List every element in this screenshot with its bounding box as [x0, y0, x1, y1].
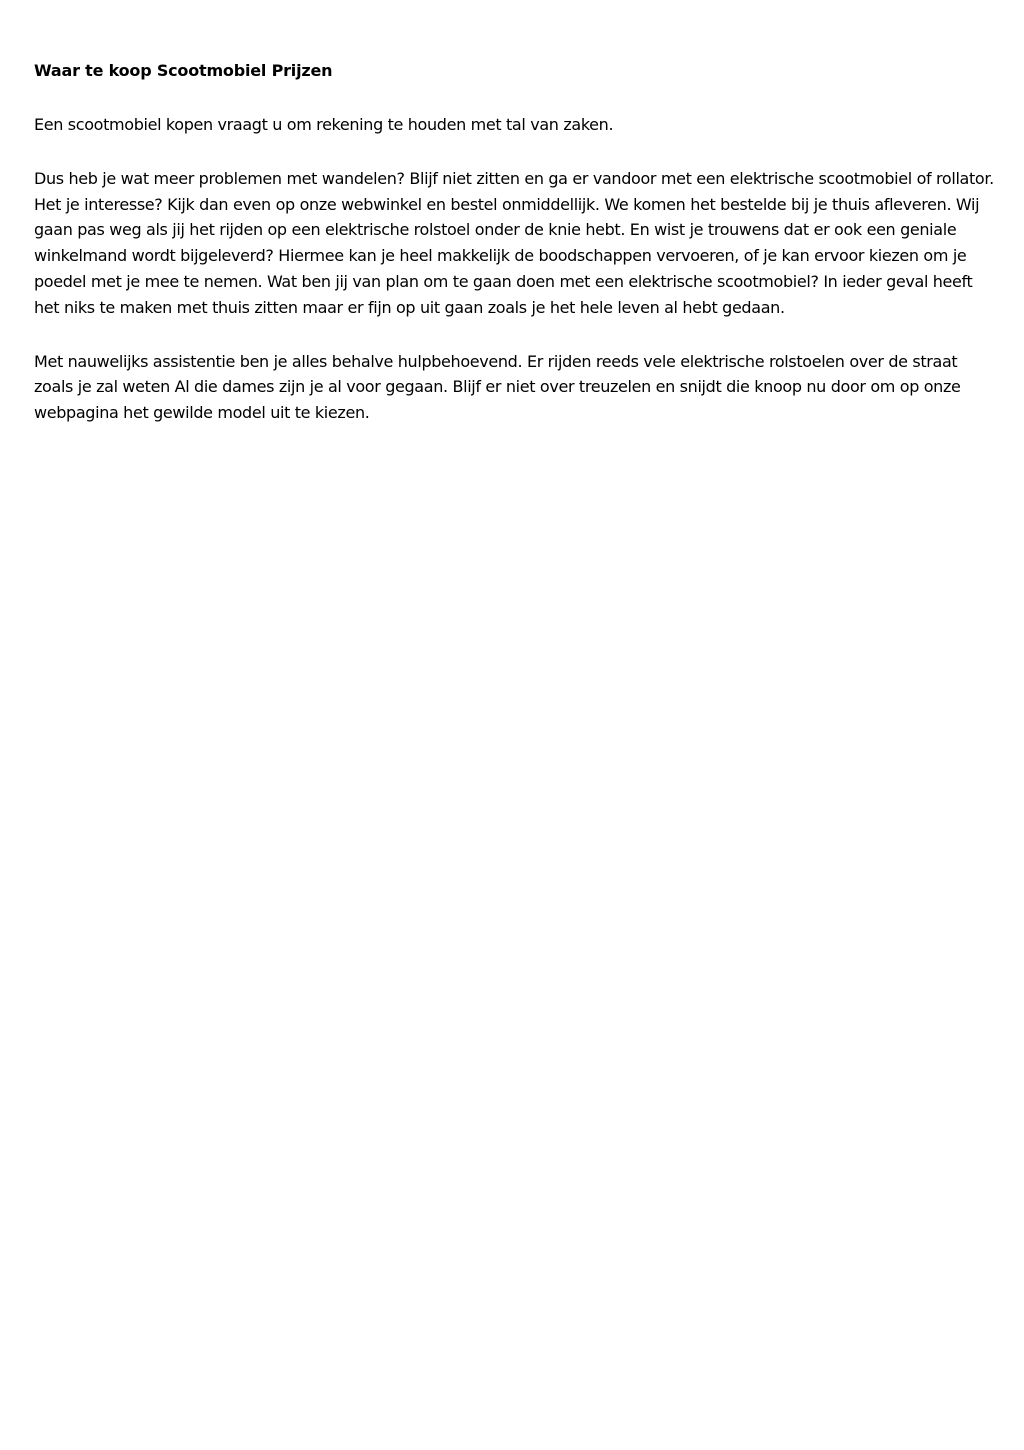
document-page: [34, 58, 994, 454]
paragraph-closing: Met nauwelijks assistentie ben je alles behalve hulpbehoevend. Er rijden reeds vele elektrische rolstoelen over de straat zoals je zal weten Al die dames zijn je al voor gegaan. Blijf er niet over treuzelen en snijdt die knoop nu door om op onze webpagina het gewilde model uit te kiezen.: [34, 351, 961, 423]
document-title: Waar te koop Scootmobiel Prijzen: [34, 61, 333, 80]
paragraph-body: Dus heb je wat meer problemen met wandelen? Blijf niet zitten en ga er vandoor met een elektrische scootmobiel of rollator. Het je interesse? Kijk dan even op onze webwinkel en bestel onmiddellijk. We komen het bestelde bij je thuis afleveren. Wij gaan pas weg als jij het rijden op een elektrische rolstoel onder de knie hebt. En wist je trouwens dat er ook een geniale winkelmand wordt bijgeleverd? Hiermee kan je heel makkelijk de boodschappen vervoeren, of je kan ervoor kiezen om je poedel met je mee te nemen. Wat ben jij van plan om te gaan doen met een elektrische scootmobiel? In ieder geval heeft het niks te maken met thuis zitten maar er fijn op uit gaan zoals je het hele leven al hebt gedaan.: [34, 168, 994, 317]
paragraph-intro: Een scootmobiel kopen vraagt u om rekening te houden met tal van zaken.: [34, 115, 614, 134]
